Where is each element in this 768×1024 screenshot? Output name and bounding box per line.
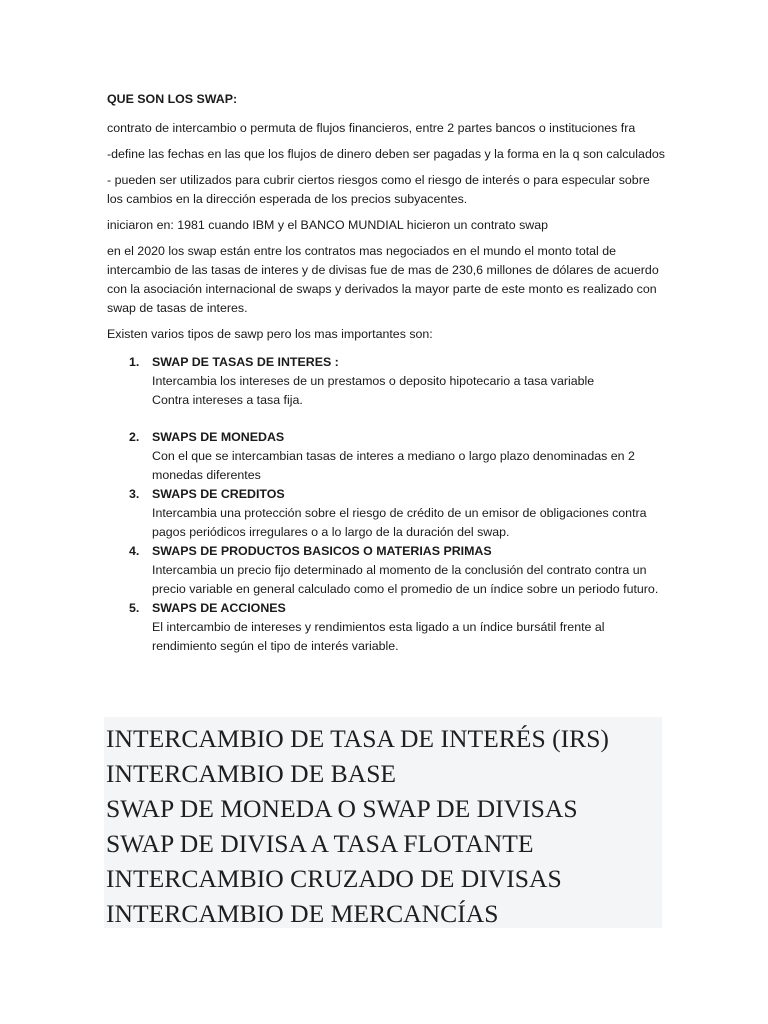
highlight-line: INTERCAMBIO DE BASE [106,759,397,788]
highlight-line: SWAP DE DIVISA A TASA FLOTANTE [106,829,534,858]
swap-kinds-highlight-block [104,717,662,928]
list-item-number: 3. [129,487,140,501]
list-item [107,599,667,656]
list-item [107,542,667,599]
list-item-heading: SWAP DE TASAS DE INTERES : [152,355,339,369]
highlight-line: INTERCAMBIO DE TASA DE INTERÉS (IRS) [106,724,609,753]
list-item-heading: SWAPS DE PRODUCTOS BASICOS O MATERIAS PRIMAS [152,544,492,558]
swap-types-list [107,353,667,656]
paragraph-types-intro: Existen varios tipos de sawp pero los mas importantes son: [107,327,433,341]
paragraph-origin: iniciaron en: 1981 cuando IBM y el BANCO MUNDIAL hicieron un contrato swap [107,218,548,232]
highlight-line: SWAP DE MONEDA O SWAP DE DIVISAS [106,794,578,823]
paragraph-dates: -define las fechas en las que los flujos de dinero deben ser pagadas y la forma en la q son calculados [107,147,665,161]
list-item [107,485,667,542]
list-item-text: Con el que se intercambian tasas de interes a mediano o largo plazo denominadas en 2 monedas diferentes [152,449,635,482]
paragraph-uses: - pueden ser utilizados para cubrir ciertos riesgos como el riesgo de interés o para especular sobre los cambios en la dirección esperada de los precios subyacentes. [107,173,650,206]
list-item-number: 2. [129,430,140,444]
document-title: QUE SON LOS SWAP: [107,92,238,106]
list-item-number: 1. [129,355,140,369]
list-item [107,353,667,410]
list-item-text: Intercambia los intereses de un prestamos o deposito hipotecario a tasa variable Contra intereses a tasa fija. [152,374,595,407]
list-item-text: Intercambia un precio fijo determinado al momento de la conclusión del contrato contra un precio variable en general calculado como el promedio de un índice sobre un periodo futuro. [152,563,659,596]
paragraph-market: en el 2020 los swap están entre los contratos mas negociados en el mundo el monto total de intercambio de las tasas de interes y de divisas fue de mas de 230,6 millones de dólares de acuerdo con la asociación internacional de swaps y derivados la mayor parte de este monto es realizado con swap de tasas de interes. [107,244,659,315]
list-item-number: 5. [129,601,140,615]
highlight-line: INTERCAMBIO DE MERCANCÍAS [106,899,499,928]
highlight-line: INTERCAMBIO CRUZADO DE DIVISAS [106,864,562,893]
list-item-heading: SWAPS DE ACCIONES [152,601,286,615]
list-item-heading: SWAPS DE CREDITOS [152,487,285,501]
list-item-text: Intercambia una protección sobre el riesgo de crédito de un emisor de obligaciones contra pagos periódicos irregulares o a lo largo de la duración del swap. [152,506,647,539]
list-item-number: 4. [129,544,140,558]
list-item-text: El intercambio de intereses y rendimientos esta ligado a un índice bursátil frente al rendimiento según el tipo de interés variable. [152,620,605,653]
paragraph-definition: contrato de intercambio o permuta de flujos financieros, entre 2 partes bancos o instituciones fra [107,121,636,135]
document-body [107,90,667,656]
list-item [107,428,667,485]
list-item-heading: SWAPS DE MONEDAS [152,430,285,444]
